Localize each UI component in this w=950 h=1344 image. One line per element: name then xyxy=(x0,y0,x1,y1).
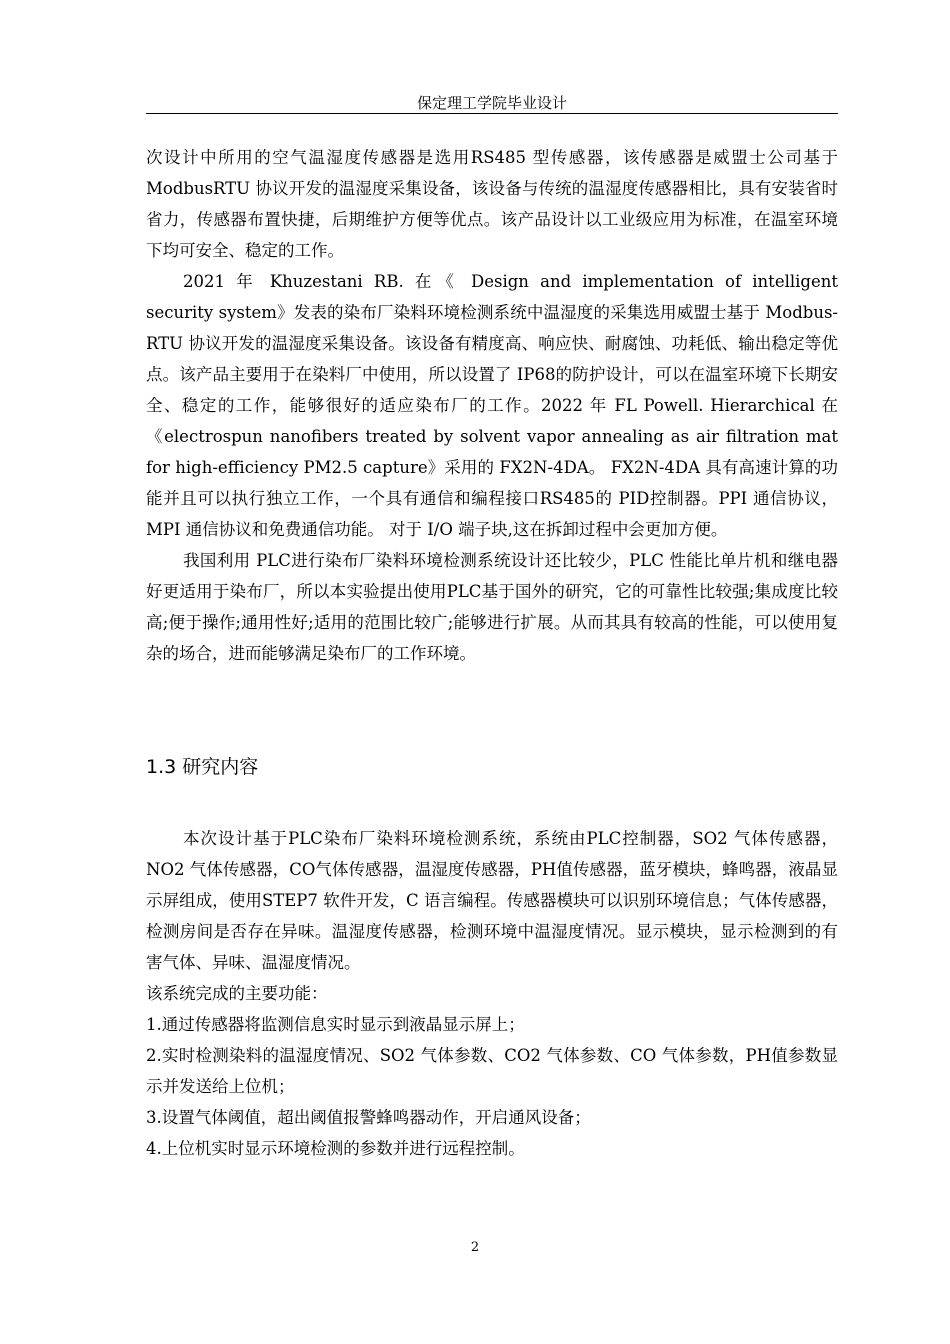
paragraph-3: 我国利用 PLC进行染布厂染料环境检测系统设计还比较少，PLC 性能比单片机和继电器好更适用于染布厂，所以本实验提出使用PLC基于国外的研究，它的可靠性比较强;集成度比较高;便于操作;通用性好;适用的范围比较广;能够进行扩展。从而其具有较高的性能，可以使用复杂的场合，进而能够满足染布厂的工作环境。 xyxy=(146,551,838,663)
function-item-1: 1.通过传感器将监测信息实时显示到液晶显示屏上； xyxy=(146,1015,525,1034)
section-2-body xyxy=(146,823,838,1164)
function-item-4: 4.上位机实时显示环境检测的参数并进行远程控制。 xyxy=(146,1139,525,1158)
function-item-3: 3.设置气体阈值，超出阈值报警蜂鸣器动作，开启通风设备； xyxy=(146,1108,591,1127)
section-heading: 1.3 研究内容 xyxy=(146,756,259,778)
functions-title: 该系统完成的主要功能： xyxy=(146,984,328,1003)
header-rule xyxy=(146,113,838,114)
page-header: 保定理工学院毕业设计 xyxy=(416,94,567,112)
paragraph-2: 2021 年 Khuzestani RB. 在《 Design and implementation of intelligent security system》发表的染布厂染料环境检测系统中温湿度的采集选用威盟士基于 Modbus-RTU 协议开发的温湿度采集设备。该设备有精度高、响应快、耐腐蚀、功耗低、输出稳定等优点。该产品主要用于在染料厂中使用，所以设置了 IP68的防护设计，可以在温室环境下长期安全、稳定的工作，能够很好的适应染布厂的工作。2022 年 FL Powell. Hierarchical 在《electrospun nanofibers treated by solvent vapor annealing as air filtration mat for high-efficiency PM2.5 capture》采用的 FX2N-4DA。 FX2N-4DA 具有高速计算的功能并且可以执行独立工作，一个具有通信和编程接口RS485的 PID控制器。PPI 通信协议，MPI 通信协议和免费通信功能。 对于 I/O 端子块,这在拆卸过程中会更加方便。 xyxy=(146,272,838,539)
page-number: 2 xyxy=(470,1240,480,1255)
section-1-body xyxy=(146,142,838,669)
paragraph-intro: 本次设计基于PLC染布厂染料环境检测系统，系统由PLC控制器，SO2 气体传感器，NO2 气体传感器，CO气体传感器，温湿度传感器，PH值传感器，蓝牙模块，蜂鸣器，液晶显示屏组成，使用STEP7 软件开发，C 语言编程。传感器模块可以识别环境信息；气体传感器，检测房间是否存在异味。温湿度传感器，检测环境中温湿度情况。显示模块，显示检测到的有害气体、异味、温湿度情况。 xyxy=(146,829,838,972)
paragraph-1: 次设计中所用的空气温湿度传感器是选用RS485 型传感器，该传感器是威盟士公司基于 ModbusRTU 协议开发的温湿度采集设备，该设备与传统的温湿度传感器相比，具有安装省时省力，传感器布置快捷，后期维护方便等优点。该产品设计以工业级应用为标准，在温室环境下均可安全、稳定的工作。 xyxy=(146,148,838,260)
function-item-2: 2.实时检测染料的温湿度情况、SO2 气体参数、CO2 气体参数、CO 气体参数，PH值参数显示并发送给上位机； xyxy=(146,1046,838,1096)
